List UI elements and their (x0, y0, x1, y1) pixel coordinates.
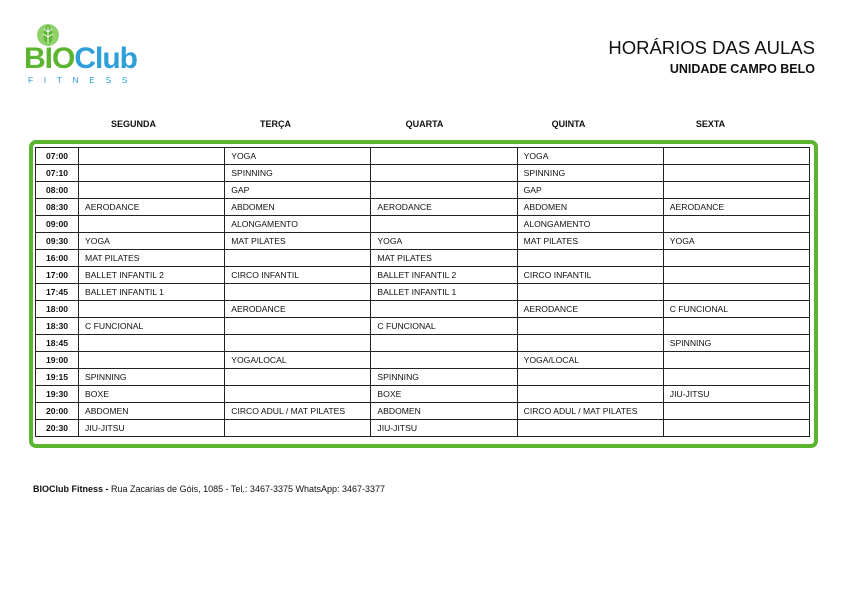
class-cell: YOGA (371, 233, 517, 250)
page-header (608, 37, 815, 77)
class-cell: BALLET INFANTIL 1 (79, 284, 225, 301)
table-row (36, 267, 810, 284)
time-cell: 19:15 (36, 369, 79, 386)
table-row (36, 233, 810, 250)
class-cell: JIU-JITSU (79, 420, 225, 437)
class-cell: BOXE (371, 386, 517, 403)
class-cell: AERODANCE (371, 199, 517, 216)
class-cell: AERODANCE (663, 199, 809, 216)
table-row (36, 216, 810, 233)
class-cell (79, 182, 225, 199)
class-cell: C FUNCIONAL (371, 318, 517, 335)
class-cell (225, 420, 371, 437)
class-cell (225, 335, 371, 352)
class-cell (663, 284, 809, 301)
class-cell: SPINNING (79, 369, 225, 386)
class-cell (663, 250, 809, 267)
class-cell: GAP (225, 182, 371, 199)
class-cell: AERODANCE (79, 199, 225, 216)
class-cell (371, 301, 517, 318)
class-cell: YOGA/LOCAL (517, 352, 663, 369)
time-cell: 16:00 (36, 250, 79, 267)
footer (33, 484, 385, 494)
class-cell: SPINNING (517, 165, 663, 182)
class-cell: SPINNING (225, 165, 371, 182)
class-cell (371, 216, 517, 233)
class-cell (79, 165, 225, 182)
class-cell (663, 165, 809, 182)
schedule-table (35, 147, 810, 437)
class-cell (517, 369, 663, 386)
time-cell: 17:45 (36, 284, 79, 301)
class-cell (371, 182, 517, 199)
time-cell: 09:30 (36, 233, 79, 250)
class-cell (225, 284, 371, 301)
table-row (36, 420, 810, 437)
time-cell: 20:00 (36, 403, 79, 420)
class-cell: CIRCO ADUL / MAT PILATES (225, 403, 371, 420)
class-cell: BALLET INFANTIL 2 (79, 267, 225, 284)
class-cell (371, 335, 517, 352)
table-row (36, 335, 810, 352)
table-row (36, 403, 810, 420)
time-cell: 20:30 (36, 420, 79, 437)
table-row (36, 199, 810, 216)
day-header-sexta: SEXTA (695, 119, 726, 129)
class-cell: MAT PILATES (79, 250, 225, 267)
class-cell: YOGA (663, 233, 809, 250)
class-cell (225, 318, 371, 335)
bioclub-logo (24, 22, 154, 86)
table-row (36, 301, 810, 318)
footer-brand: BIOClub Fitness - (33, 484, 109, 494)
class-cell: YOGA (79, 233, 225, 250)
footer-address: Rua Zacarias de Góis, 1085 - Tel.: 3467-3375 WhatsApp: 3467-3377 (111, 484, 386, 494)
class-cell (225, 369, 371, 386)
day-header-quinta: QUINTA (551, 119, 586, 129)
class-cell: GAP (517, 182, 663, 199)
table-row (36, 352, 810, 369)
class-cell: ABDOMEN (79, 403, 225, 420)
time-cell: 19:30 (36, 386, 79, 403)
class-cell (517, 420, 663, 437)
day-header-quarta: QUARTA (405, 119, 444, 129)
logo-club: Club (74, 42, 137, 75)
logo-subtitle: FITNESS (28, 75, 139, 85)
class-cell (371, 165, 517, 182)
table-row (36, 369, 810, 386)
class-cell: C FUNCIONAL (663, 301, 809, 318)
class-cell: ABDOMEN (225, 199, 371, 216)
class-cell (79, 216, 225, 233)
class-cell (663, 420, 809, 437)
logo-bio: BIO (24, 42, 75, 75)
class-cell (79, 335, 225, 352)
class-cell: SPINNING (663, 335, 809, 352)
class-cell: BALLET INFANTIL 2 (371, 267, 517, 284)
page-subtitle: UNIDADE CAMPO BELO (669, 62, 815, 76)
class-cell: BOXE (79, 386, 225, 403)
class-cell: MAT PILATES (371, 250, 517, 267)
time-cell: 18:00 (36, 301, 79, 318)
class-cell (79, 148, 225, 165)
class-cell: AERODANCE (517, 301, 663, 318)
time-cell: 18:30 (36, 318, 79, 335)
class-cell (663, 369, 809, 386)
class-cell (517, 318, 663, 335)
table-row (36, 148, 810, 165)
day-header-segunda: SEGUNDA (110, 119, 156, 129)
class-cell: ALONGAMENTO (225, 216, 371, 233)
class-cell (79, 301, 225, 318)
class-cell: ABDOMEN (371, 403, 517, 420)
time-cell: 18:45 (36, 335, 79, 352)
day-headers (0, 119, 842, 131)
class-cell: ABDOMEN (517, 199, 663, 216)
time-cell: 09:00 (36, 216, 79, 233)
class-cell (663, 182, 809, 199)
class-cell: YOGA (517, 148, 663, 165)
class-cell (663, 318, 809, 335)
class-cell (517, 284, 663, 301)
table-row (36, 165, 810, 182)
table-row (36, 182, 810, 199)
class-cell (371, 352, 517, 369)
time-cell: 17:00 (36, 267, 79, 284)
table-row (36, 318, 810, 335)
class-cell (79, 352, 225, 369)
time-cell: 07:10 (36, 165, 79, 182)
class-cell: BALLET INFANTIL 1 (371, 284, 517, 301)
class-cell: CIRCO INFANTIL (517, 267, 663, 284)
class-cell (517, 250, 663, 267)
class-cell (663, 267, 809, 284)
time-cell: 08:30 (36, 199, 79, 216)
page-title: HORÁRIOS DAS AULAS (608, 37, 815, 58)
class-cell: ALONGAMENTO (517, 216, 663, 233)
class-cell: JIU-JITSU (371, 420, 517, 437)
time-cell: 08:00 (36, 182, 79, 199)
class-cell: CIRCO ADUL / MAT PILATES (517, 403, 663, 420)
class-cell (663, 403, 809, 420)
class-cell (517, 335, 663, 352)
class-cell: SPINNING (371, 369, 517, 386)
class-cell (663, 352, 809, 369)
class-cell (663, 216, 809, 233)
day-header-terca: TERÇA (260, 119, 291, 129)
class-cell (663, 148, 809, 165)
table-row (36, 284, 810, 301)
time-cell: 19:00 (36, 352, 79, 369)
class-cell: CIRCO INFANTIL (225, 267, 371, 284)
class-cell: MAT PILATES (225, 233, 371, 250)
class-cell: YOGA (225, 148, 371, 165)
class-cell (517, 386, 663, 403)
class-cell: MAT PILATES (517, 233, 663, 250)
class-cell (225, 386, 371, 403)
class-cell: C FUNCIONAL (79, 318, 225, 335)
table-row (36, 386, 810, 403)
logo-wordmark (24, 44, 137, 74)
time-cell: 07:00 (36, 148, 79, 165)
class-cell: YOGA/LOCAL (225, 352, 371, 369)
class-cell (371, 148, 517, 165)
class-cell: JIU-JITSU (663, 386, 809, 403)
class-cell (225, 250, 371, 267)
class-cell: AERODANCE (225, 301, 371, 318)
table-row (36, 250, 810, 267)
